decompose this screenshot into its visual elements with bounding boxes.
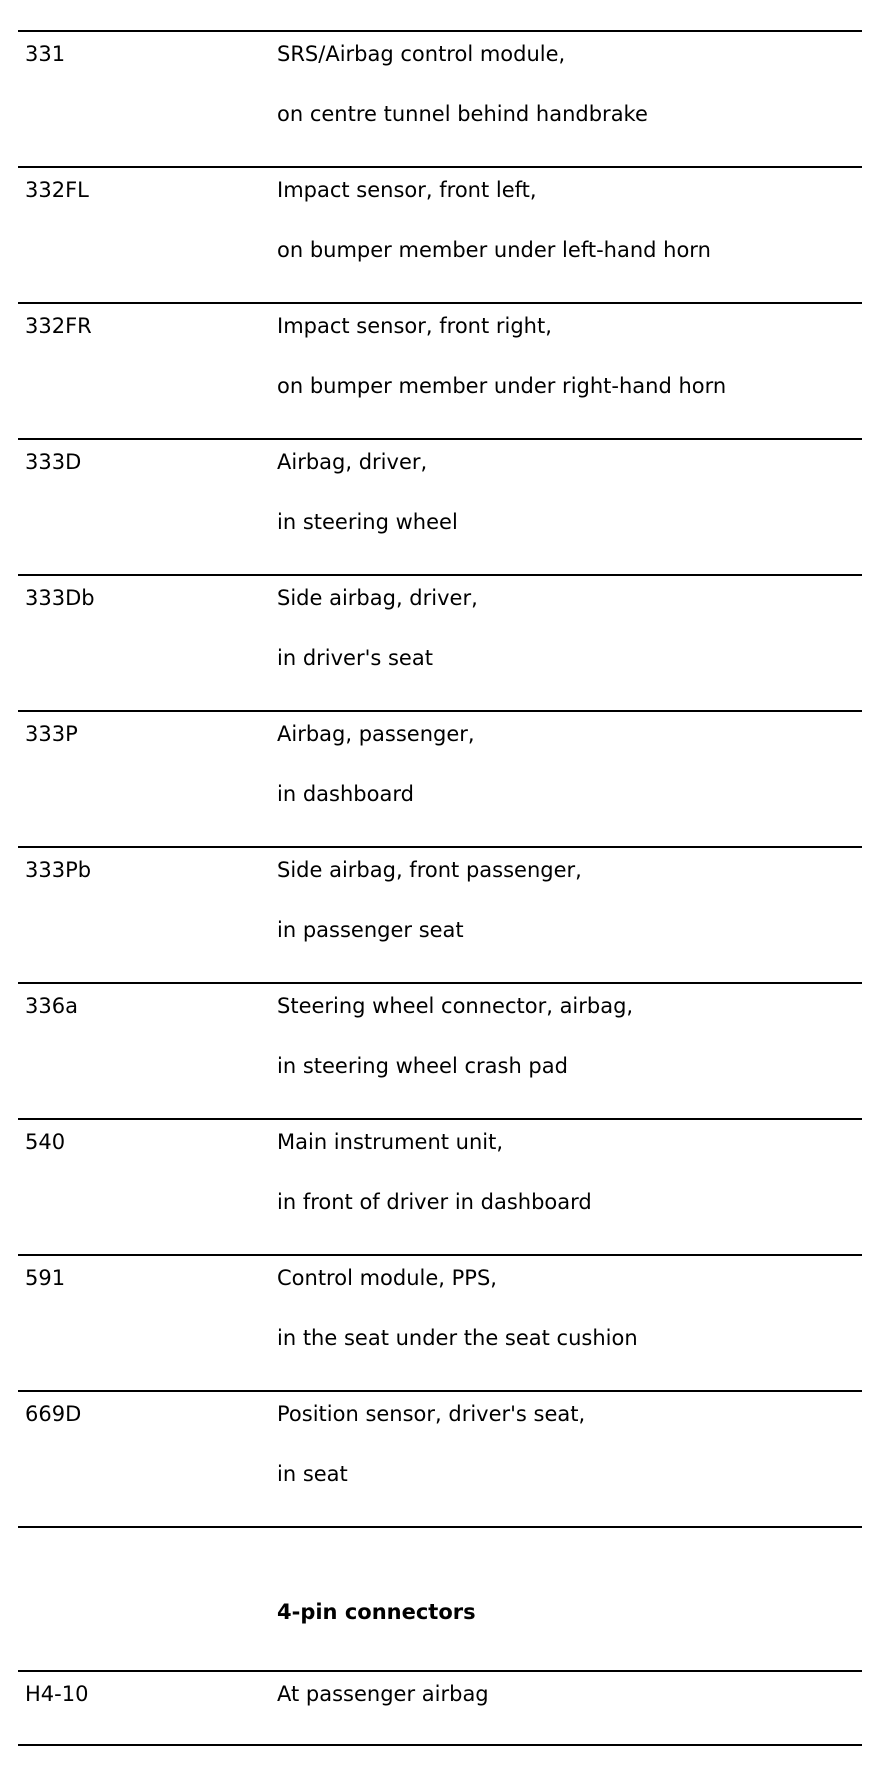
component-description: Impact sensor, front right,	[277, 314, 552, 338]
component-row	[18, 1118, 862, 1254]
section-heading: 4-pin connectors	[277, 1600, 476, 1624]
component-row	[18, 710, 862, 846]
component-description: Main instrument unit,	[277, 1130, 504, 1154]
connector-description: At passenger airbag	[277, 1682, 489, 1706]
component-code: 540	[25, 1130, 66, 1154]
component-description: Airbag, driver,	[277, 450, 428, 474]
component-row	[18, 1390, 862, 1528]
component-code: 332FR	[25, 314, 92, 338]
component-row	[18, 30, 862, 166]
component-code: 336a	[25, 994, 78, 1018]
component-location: on bumper member under left-hand horn	[277, 238, 711, 262]
component-location: in driver's seat	[277, 646, 433, 670]
component-location: in steering wheel	[277, 510, 458, 534]
component-code: 333Db	[25, 586, 95, 610]
component-row	[18, 1254, 862, 1390]
component-location: in front of driver in dashboard	[277, 1190, 592, 1214]
component-location: in passenger seat	[277, 918, 464, 942]
component-location: in steering wheel crash pad	[277, 1054, 568, 1078]
connector-row	[18, 1670, 862, 1746]
component-code: 331	[25, 42, 66, 66]
component-description: Position sensor, driver's seat,	[277, 1402, 586, 1426]
component-location: in dashboard	[277, 782, 414, 806]
component-location: on centre tunnel behind handbrake	[277, 102, 648, 126]
component-row	[18, 166, 862, 302]
component-row	[18, 846, 862, 982]
connectors-section	[18, 1528, 862, 1670]
component-description: Side airbag, front passenger,	[277, 858, 582, 882]
component-code: 333Pb	[25, 858, 92, 882]
component-row	[18, 574, 862, 710]
component-row	[18, 438, 862, 574]
component-code: 333P	[25, 722, 78, 746]
component-description: Impact sensor, front left,	[277, 178, 537, 202]
component-location: on bumper member under right-hand horn	[277, 374, 727, 398]
component-row	[18, 982, 862, 1118]
component-description: SRS/Airbag control module,	[277, 42, 566, 66]
component-row	[18, 302, 862, 438]
component-description: Side airbag, driver,	[277, 586, 478, 610]
component-code: 591	[25, 1266, 66, 1290]
component-description: Airbag, passenger,	[277, 722, 475, 746]
component-description: Steering wheel connector, airbag,	[277, 994, 634, 1018]
connector-code: H4-10	[25, 1682, 89, 1706]
component-location: in seat	[277, 1462, 348, 1486]
component-location: in the seat under the seat cushion	[277, 1326, 638, 1350]
component-code: 332FL	[25, 178, 89, 202]
component-code: 669D	[25, 1402, 82, 1426]
component-description: Control module, PPS,	[277, 1266, 497, 1290]
component-table	[18, 30, 862, 1746]
component-code: 333D	[25, 450, 82, 474]
